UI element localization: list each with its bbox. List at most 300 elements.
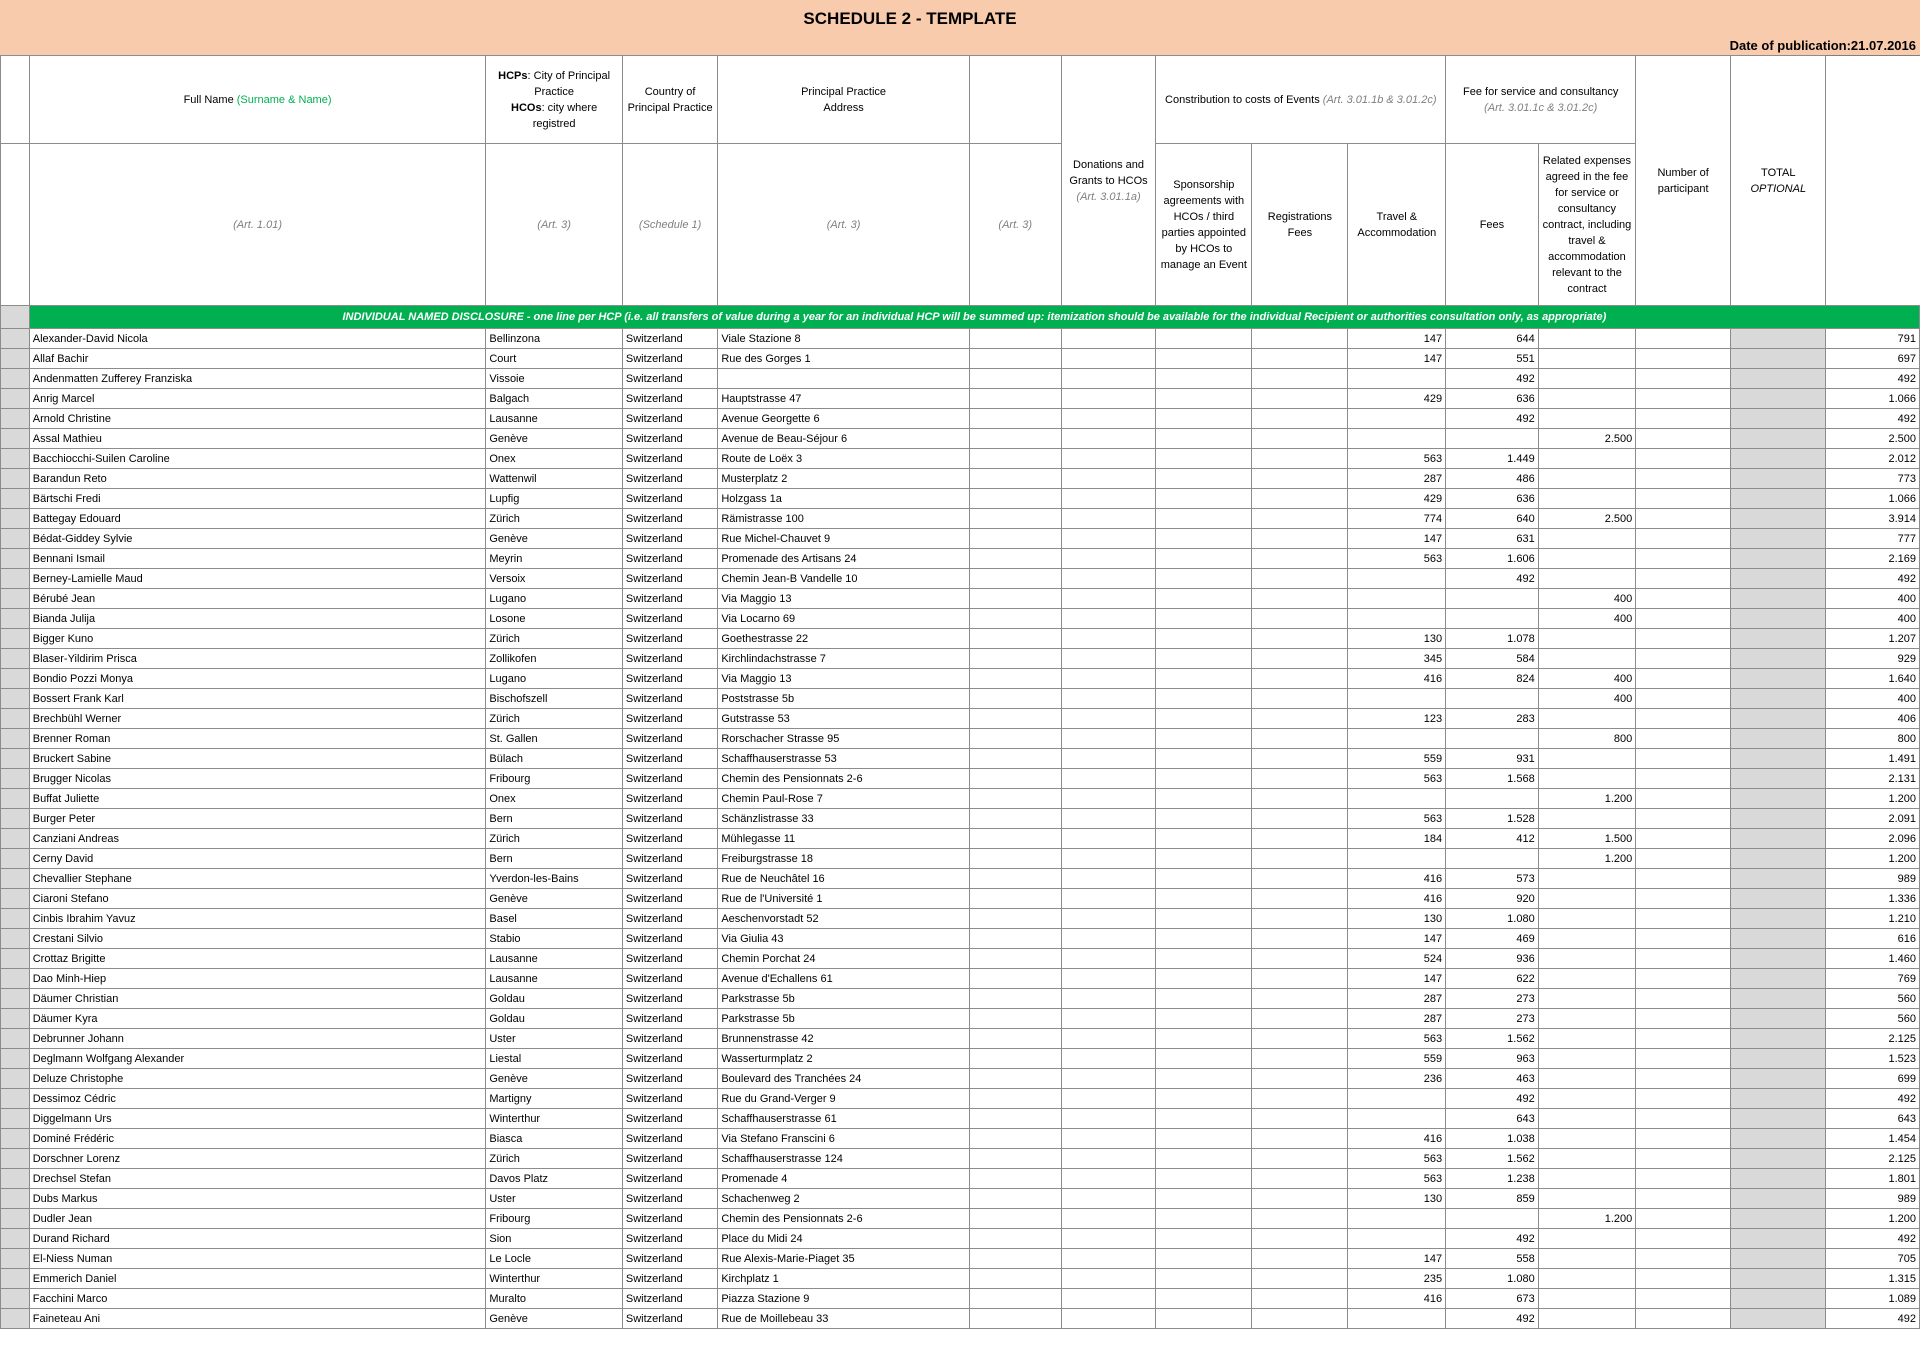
cell-extra[interactable] [969, 1189, 1061, 1209]
cell-sponsorship[interactable] [1252, 669, 1348, 689]
cell-extra[interactable] [969, 909, 1061, 929]
cell-travel[interactable]: 931 [1446, 749, 1539, 769]
cell-related-expenses[interactable] [1636, 569, 1731, 589]
cell-country[interactable]: Switzerland [622, 689, 717, 709]
cell-address[interactable]: Via Maggio 13 [718, 669, 969, 689]
cell-full-name[interactable]: Dudler Jean [29, 1209, 486, 1229]
cell-blank[interactable] [1061, 689, 1156, 709]
cell-extra[interactable] [969, 969, 1061, 989]
cell-fees[interactable] [1538, 1149, 1636, 1169]
cell-full-name[interactable]: Däumer Kyra [29, 1009, 486, 1029]
cell-related-expenses[interactable] [1636, 329, 1731, 349]
cell-address[interactable]: Via Maggio 13 [718, 589, 969, 609]
cell-number-participant[interactable] [1731, 689, 1826, 709]
cell-city[interactable]: Bern [486, 849, 623, 869]
cell-address[interactable]: Rue du Grand-Verger 9 [718, 1089, 969, 1109]
cell-related-expenses[interactable] [1636, 829, 1731, 849]
cell-blank[interactable] [1061, 709, 1156, 729]
cell-total[interactable]: 1.454 [1826, 1129, 1920, 1149]
cell-sponsorship[interactable] [1252, 1209, 1348, 1229]
cell-city[interactable]: Martigny [486, 1089, 623, 1109]
cell-full-name[interactable]: Dessimoz Cédric [29, 1089, 486, 1109]
cell-city[interactable]: Winterthur [486, 1109, 623, 1129]
cell-fees[interactable] [1538, 969, 1636, 989]
cell-number-participant[interactable] [1731, 669, 1826, 689]
cell-sponsorship[interactable] [1252, 449, 1348, 469]
cell-registration-fees[interactable]: 287 [1348, 989, 1446, 1009]
cell-donations[interactable] [1156, 989, 1252, 1009]
cell-donations[interactable] [1156, 409, 1252, 429]
cell-city[interactable]: Meyrin [486, 549, 623, 569]
cell-city[interactable]: Lugano [486, 589, 623, 609]
cell-sponsorship[interactable] [1252, 1149, 1348, 1169]
cell-city[interactable]: Lausanne [486, 409, 623, 429]
cell-registration-fees[interactable]: 429 [1348, 389, 1446, 409]
cell-blank[interactable] [1061, 1109, 1156, 1129]
cell-total[interactable]: 697 [1826, 349, 1920, 369]
cell-fees[interactable] [1538, 549, 1636, 569]
cell-city[interactable]: Zollikofen [486, 649, 623, 669]
cell-blank[interactable] [1061, 869, 1156, 889]
cell-address[interactable]: Schaffhauserstrasse 124 [718, 1149, 969, 1169]
cell-donations[interactable] [1156, 469, 1252, 489]
cell-blank[interactable] [1061, 989, 1156, 1009]
cell-country[interactable]: Switzerland [622, 589, 717, 609]
cell-registration-fees[interactable]: 287 [1348, 1009, 1446, 1029]
cell-donations[interactable] [1156, 1149, 1252, 1169]
cell-travel[interactable]: 273 [1446, 1009, 1539, 1029]
cell-fees[interactable] [1538, 889, 1636, 909]
cell-full-name[interactable]: Cinbis Ibrahim Yavuz [29, 909, 486, 929]
cell-registration-fees[interactable] [1348, 1089, 1446, 1109]
cell-total[interactable]: 777 [1826, 529, 1920, 549]
cell-extra[interactable] [969, 389, 1061, 409]
cell-related-expenses[interactable] [1636, 789, 1731, 809]
cell-registration-fees[interactable]: 774 [1348, 509, 1446, 529]
cell-donations[interactable] [1156, 1089, 1252, 1109]
cell-blank[interactable] [1061, 489, 1156, 509]
cell-travel[interactable]: 622 [1446, 969, 1539, 989]
cell-full-name[interactable]: Facchini Marco [29, 1289, 486, 1309]
cell-travel[interactable]: 551 [1446, 349, 1539, 369]
cell-total[interactable]: 2.125 [1826, 1029, 1920, 1049]
cell-fees[interactable]: 1.200 [1538, 849, 1636, 869]
cell-blank[interactable] [1061, 1049, 1156, 1069]
cell-number-participant[interactable] [1731, 409, 1826, 429]
cell-donations[interactable] [1156, 909, 1252, 929]
cell-total[interactable]: 616 [1826, 929, 1920, 949]
cell-related-expenses[interactable] [1636, 349, 1731, 369]
cell-full-name[interactable]: Canziani Andreas [29, 829, 486, 849]
cell-city[interactable]: Fribourg [486, 1209, 623, 1229]
cell-number-participant[interactable] [1731, 769, 1826, 789]
cell-extra[interactable] [969, 709, 1061, 729]
cell-fees[interactable] [1538, 1069, 1636, 1089]
cell-travel[interactable]: 469 [1446, 929, 1539, 949]
cell-fees[interactable] [1538, 409, 1636, 429]
cell-city[interactable]: Bischofszell [486, 689, 623, 709]
cell-travel[interactable]: 492 [1446, 369, 1539, 389]
cell-full-name[interactable]: Drechsel Stefan [29, 1169, 486, 1189]
cell-address[interactable]: Route de Loëx 3 [718, 449, 969, 469]
cell-total[interactable]: 400 [1826, 589, 1920, 609]
cell-sponsorship[interactable] [1252, 489, 1348, 509]
cell-city[interactable]: Onex [486, 449, 623, 469]
cell-donations[interactable] [1156, 509, 1252, 529]
cell-donations[interactable] [1156, 689, 1252, 709]
cell-sponsorship[interactable] [1252, 909, 1348, 929]
cell-country[interactable]: Switzerland [622, 629, 717, 649]
cell-extra[interactable] [969, 869, 1061, 889]
cell-fees[interactable] [1538, 449, 1636, 469]
cell-registration-fees[interactable]: 130 [1348, 629, 1446, 649]
cell-travel[interactable]: 673 [1446, 1289, 1539, 1309]
cell-address[interactable]: Chemin Paul-Rose 7 [718, 789, 969, 809]
cell-number-participant[interactable] [1731, 949, 1826, 969]
cell-total[interactable]: 1.066 [1826, 489, 1920, 509]
cell-travel[interactable]: 636 [1446, 489, 1539, 509]
cell-blank[interactable] [1061, 469, 1156, 489]
cell-country[interactable]: Switzerland [622, 829, 717, 849]
cell-number-participant[interactable] [1731, 1109, 1826, 1129]
cell-city[interactable]: Zürich [486, 1149, 623, 1169]
cell-number-participant[interactable] [1731, 729, 1826, 749]
cell-registration-fees[interactable]: 563 [1348, 1149, 1446, 1169]
cell-number-participant[interactable] [1731, 569, 1826, 589]
cell-fees[interactable] [1538, 1189, 1636, 1209]
cell-travel[interactable]: 1.562 [1446, 1029, 1539, 1049]
cell-related-expenses[interactable] [1636, 429, 1731, 449]
cell-travel[interactable]: 1.568 [1446, 769, 1539, 789]
cell-city[interactable]: Lausanne [486, 949, 623, 969]
cell-country[interactable]: Switzerland [622, 789, 717, 809]
cell-extra[interactable] [969, 1009, 1061, 1029]
cell-total[interactable]: 2.169 [1826, 549, 1920, 569]
cell-travel[interactable]: 584 [1446, 649, 1539, 669]
cell-fees[interactable] [1538, 769, 1636, 789]
cell-donations[interactable] [1156, 1049, 1252, 1069]
cell-fees[interactable]: 2.500 [1538, 509, 1636, 529]
cell-blank[interactable] [1061, 1229, 1156, 1249]
cell-fees[interactable] [1538, 1309, 1636, 1329]
cell-fees[interactable] [1538, 1289, 1636, 1309]
cell-sponsorship[interactable] [1252, 829, 1348, 849]
cell-related-expenses[interactable] [1636, 709, 1731, 729]
cell-extra[interactable] [969, 829, 1061, 849]
cell-travel[interactable]: 1.080 [1446, 1269, 1539, 1289]
cell-number-participant[interactable] [1731, 1089, 1826, 1109]
cell-full-name[interactable]: Crestani Silvio [29, 929, 486, 949]
cell-extra[interactable] [969, 789, 1061, 809]
cell-address[interactable]: Chemin des Pensionnats 2-6 [718, 769, 969, 789]
cell-sponsorship[interactable] [1252, 969, 1348, 989]
cell-extra[interactable] [969, 1029, 1061, 1049]
cell-city[interactable]: Stabio [486, 929, 623, 949]
cell-total[interactable]: 560 [1826, 989, 1920, 1009]
cell-address[interactable]: Rue des Gorges 1 [718, 349, 969, 369]
cell-travel[interactable]: 492 [1446, 1309, 1539, 1329]
cell-country[interactable]: Switzerland [622, 1109, 717, 1129]
cell-fees[interactable] [1538, 369, 1636, 389]
cell-extra[interactable] [969, 589, 1061, 609]
cell-country[interactable]: Switzerland [622, 409, 717, 429]
cell-full-name[interactable]: Bianda Julija [29, 609, 486, 629]
cell-fees[interactable] [1538, 529, 1636, 549]
cell-donations[interactable] [1156, 849, 1252, 869]
cell-travel[interactable]: 486 [1446, 469, 1539, 489]
cell-blank[interactable] [1061, 1149, 1156, 1169]
cell-blank[interactable] [1061, 609, 1156, 629]
cell-related-expenses[interactable] [1636, 389, 1731, 409]
cell-country[interactable]: Switzerland [622, 1029, 717, 1049]
cell-full-name[interactable]: Brenner Roman [29, 729, 486, 749]
cell-fees[interactable] [1538, 389, 1636, 409]
cell-extra[interactable] [969, 929, 1061, 949]
cell-related-expenses[interactable] [1636, 1049, 1731, 1069]
cell-fees[interactable] [1538, 1129, 1636, 1149]
cell-extra[interactable] [969, 809, 1061, 829]
cell-total[interactable]: 989 [1826, 869, 1920, 889]
cell-fees[interactable]: 2.500 [1538, 429, 1636, 449]
cell-sponsorship[interactable] [1252, 589, 1348, 609]
cell-related-expenses[interactable] [1636, 489, 1731, 509]
cell-address[interactable]: Parkstrasse 5b [718, 989, 969, 1009]
cell-number-participant[interactable] [1731, 789, 1826, 809]
cell-fees[interactable] [1538, 649, 1636, 669]
cell-number-participant[interactable] [1731, 849, 1826, 869]
cell-donations[interactable] [1156, 329, 1252, 349]
cell-fees[interactable] [1538, 329, 1636, 349]
cell-blank[interactable] [1061, 1069, 1156, 1089]
cell-address[interactable]: Piazza Stazione 9 [718, 1289, 969, 1309]
cell-full-name[interactable]: Faineteau Ani [29, 1309, 486, 1329]
cell-fees[interactable] [1538, 869, 1636, 889]
cell-total[interactable]: 406 [1826, 709, 1920, 729]
cell-sponsorship[interactable] [1252, 369, 1348, 389]
cell-related-expenses[interactable] [1636, 1109, 1731, 1129]
cell-country[interactable]: Switzerland [622, 909, 717, 929]
cell-registration-fees[interactable]: 130 [1348, 909, 1446, 929]
cell-number-participant[interactable] [1731, 1069, 1826, 1089]
cell-blank[interactable] [1061, 429, 1156, 449]
cell-address[interactable]: Freiburgstrasse 18 [718, 849, 969, 869]
cell-donations[interactable] [1156, 1289, 1252, 1309]
cell-travel[interactable]: 463 [1446, 1069, 1539, 1089]
cell-number-participant[interactable] [1731, 929, 1826, 949]
cell-blank[interactable] [1061, 1189, 1156, 1209]
cell-extra[interactable] [969, 1309, 1061, 1329]
cell-extra[interactable] [969, 509, 1061, 529]
cell-fees[interactable] [1538, 489, 1636, 509]
cell-blank[interactable] [1061, 769, 1156, 789]
cell-registration-fees[interactable] [1348, 569, 1446, 589]
cell-related-expenses[interactable] [1636, 449, 1731, 469]
cell-number-participant[interactable] [1731, 389, 1826, 409]
cell-blank[interactable] [1061, 789, 1156, 809]
cell-city[interactable]: Muralto [486, 1289, 623, 1309]
cell-travel[interactable]: 859 [1446, 1189, 1539, 1209]
cell-related-expenses[interactable] [1636, 1029, 1731, 1049]
cell-country[interactable]: Switzerland [622, 1269, 717, 1289]
cell-number-participant[interactable] [1731, 489, 1826, 509]
cell-fees[interactable] [1538, 1109, 1636, 1129]
cell-total[interactable]: 791 [1826, 329, 1920, 349]
cell-city[interactable]: Losone [486, 609, 623, 629]
cell-full-name[interactable]: Barandun Reto [29, 469, 486, 489]
cell-address[interactable]: Rämistrasse 100 [718, 509, 969, 529]
cell-address[interactable]: Schaffhauserstrasse 61 [718, 1109, 969, 1129]
cell-city[interactable]: Sion [486, 1229, 623, 1249]
cell-registration-fees[interactable] [1348, 369, 1446, 389]
cell-fees[interactable]: 400 [1538, 669, 1636, 689]
cell-related-expenses[interactable] [1636, 849, 1731, 869]
cell-extra[interactable] [969, 689, 1061, 709]
cell-total[interactable]: 560 [1826, 1009, 1920, 1029]
cell-fees[interactable]: 800 [1538, 729, 1636, 749]
cell-city[interactable]: Basel [486, 909, 623, 929]
cell-fees[interactable] [1538, 989, 1636, 1009]
cell-address[interactable]: Via Stefano Franscini 6 [718, 1129, 969, 1149]
cell-travel[interactable]: 824 [1446, 669, 1539, 689]
cell-address[interactable]: Schänzlistrasse 33 [718, 809, 969, 829]
cell-country[interactable]: Switzerland [622, 1309, 717, 1329]
cell-registration-fees[interactable] [1348, 729, 1446, 749]
cell-address[interactable]: Chemin Jean-B Vandelle 10 [718, 569, 969, 589]
cell-fees[interactable] [1538, 1169, 1636, 1189]
cell-country[interactable]: Switzerland [622, 949, 717, 969]
cell-number-participant[interactable] [1731, 589, 1826, 609]
cell-number-participant[interactable] [1731, 1189, 1826, 1209]
cell-number-participant[interactable] [1731, 1229, 1826, 1249]
cell-sponsorship[interactable] [1252, 1029, 1348, 1049]
cell-address[interactable]: Brunnenstrasse 42 [718, 1029, 969, 1049]
cell-donations[interactable] [1156, 589, 1252, 609]
cell-full-name[interactable]: Berney-Lamielle Maud [29, 569, 486, 589]
cell-address[interactable] [718, 369, 969, 389]
cell-extra[interactable] [969, 1269, 1061, 1289]
cell-travel[interactable]: 492 [1446, 569, 1539, 589]
cell-blank[interactable] [1061, 589, 1156, 609]
cell-total[interactable]: 1.640 [1826, 669, 1920, 689]
cell-travel[interactable]: 963 [1446, 1049, 1539, 1069]
cell-related-expenses[interactable] [1636, 509, 1731, 529]
cell-full-name[interactable]: Dorschner Lorenz [29, 1149, 486, 1169]
cell-address[interactable]: Mühlegasse 11 [718, 829, 969, 849]
cell-extra[interactable] [969, 569, 1061, 589]
cell-blank[interactable] [1061, 929, 1156, 949]
cell-extra[interactable] [969, 1249, 1061, 1269]
cell-sponsorship[interactable] [1252, 549, 1348, 569]
cell-donations[interactable] [1156, 569, 1252, 589]
cell-full-name[interactable]: Emmerich Daniel [29, 1269, 486, 1289]
cell-blank[interactable] [1061, 849, 1156, 869]
cell-extra[interactable] [969, 1049, 1061, 1069]
cell-full-name[interactable]: Brugger Nicolas [29, 769, 486, 789]
cell-country[interactable]: Switzerland [622, 549, 717, 569]
cell-travel[interactable]: 920 [1446, 889, 1539, 909]
cell-extra[interactable] [969, 409, 1061, 429]
cell-sponsorship[interactable] [1252, 569, 1348, 589]
cell-address[interactable]: Rue Alexis-Marie-Piaget 35 [718, 1249, 969, 1269]
cell-related-expenses[interactable] [1636, 809, 1731, 829]
cell-address[interactable]: Rue Michel-Chauvet 9 [718, 529, 969, 549]
cell-city[interactable]: Bern [486, 809, 623, 829]
cell-fees[interactable]: 1.500 [1538, 829, 1636, 849]
cell-total[interactable]: 1.089 [1826, 1289, 1920, 1309]
cell-fees[interactable] [1538, 909, 1636, 929]
cell-donations[interactable] [1156, 749, 1252, 769]
cell-address[interactable]: Wasserturmplatz 2 [718, 1049, 969, 1069]
cell-registration-fees[interactable] [1348, 1309, 1446, 1329]
cell-extra[interactable] [969, 529, 1061, 549]
cell-address[interactable]: Holzgass 1a [718, 489, 969, 509]
cell-blank[interactable] [1061, 969, 1156, 989]
cell-total[interactable]: 2.125 [1826, 1149, 1920, 1169]
cell-related-expenses[interactable] [1636, 1009, 1731, 1029]
cell-city[interactable]: Zürich [486, 509, 623, 529]
cell-city[interactable]: Uster [486, 1029, 623, 1049]
cell-donations[interactable] [1156, 629, 1252, 649]
cell-donations[interactable] [1156, 389, 1252, 409]
cell-number-participant[interactable] [1731, 1009, 1826, 1029]
cell-related-expenses[interactable] [1636, 1069, 1731, 1089]
cell-donations[interactable] [1156, 1029, 1252, 1049]
cell-travel[interactable]: 1.038 [1446, 1129, 1539, 1149]
cell-total[interactable]: 989 [1826, 1189, 1920, 1209]
cell-full-name[interactable]: Bédat-Giddey Sylvie [29, 529, 486, 549]
cell-total[interactable]: 699 [1826, 1069, 1920, 1089]
cell-country[interactable]: Switzerland [622, 1229, 717, 1249]
cell-address[interactable]: Via Locarno 69 [718, 609, 969, 629]
cell-full-name[interactable]: Bondio Pozzi Monya [29, 669, 486, 689]
cell-travel[interactable]: 492 [1446, 409, 1539, 429]
cell-registration-fees[interactable]: 416 [1348, 1129, 1446, 1149]
cell-related-expenses[interactable] [1636, 729, 1731, 749]
cell-related-expenses[interactable] [1636, 649, 1731, 669]
cell-fees[interactable]: 400 [1538, 589, 1636, 609]
cell-full-name[interactable]: Däumer Christian [29, 989, 486, 1009]
cell-total[interactable]: 2.131 [1826, 769, 1920, 789]
cell-related-expenses[interactable] [1636, 529, 1731, 549]
cell-address[interactable]: Rue de l'Université 1 [718, 889, 969, 909]
cell-related-expenses[interactable] [1636, 869, 1731, 889]
cell-registration-fees[interactable]: 147 [1348, 929, 1446, 949]
cell-address[interactable]: Kirchplatz 1 [718, 1269, 969, 1289]
cell-sponsorship[interactable] [1252, 729, 1348, 749]
cell-number-participant[interactable] [1731, 429, 1826, 449]
cell-donations[interactable] [1156, 1169, 1252, 1189]
cell-total[interactable]: 400 [1826, 609, 1920, 629]
cell-travel[interactable]: 640 [1446, 509, 1539, 529]
cell-registration-fees[interactable]: 123 [1348, 709, 1446, 729]
cell-full-name[interactable]: Dubs Markus [29, 1189, 486, 1209]
cell-address[interactable]: Rorschacher Strasse 95 [718, 729, 969, 749]
cell-address[interactable]: Promenade 4 [718, 1169, 969, 1189]
cell-country[interactable]: Switzerland [622, 809, 717, 829]
cell-blank[interactable] [1061, 749, 1156, 769]
cell-travel[interactable]: 558 [1446, 1249, 1539, 1269]
cell-total[interactable]: 400 [1826, 689, 1920, 709]
cell-total[interactable]: 492 [1826, 369, 1920, 389]
cell-number-participant[interactable] [1731, 329, 1826, 349]
cell-country[interactable]: Switzerland [622, 449, 717, 469]
cell-sponsorship[interactable] [1252, 1049, 1348, 1069]
cell-donations[interactable] [1156, 709, 1252, 729]
cell-country[interactable]: Switzerland [622, 889, 717, 909]
cell-blank[interactable] [1061, 889, 1156, 909]
cell-full-name[interactable]: Blaser-Yildirim Prisca [29, 649, 486, 669]
cell-fees[interactable]: 1.200 [1538, 1209, 1636, 1229]
